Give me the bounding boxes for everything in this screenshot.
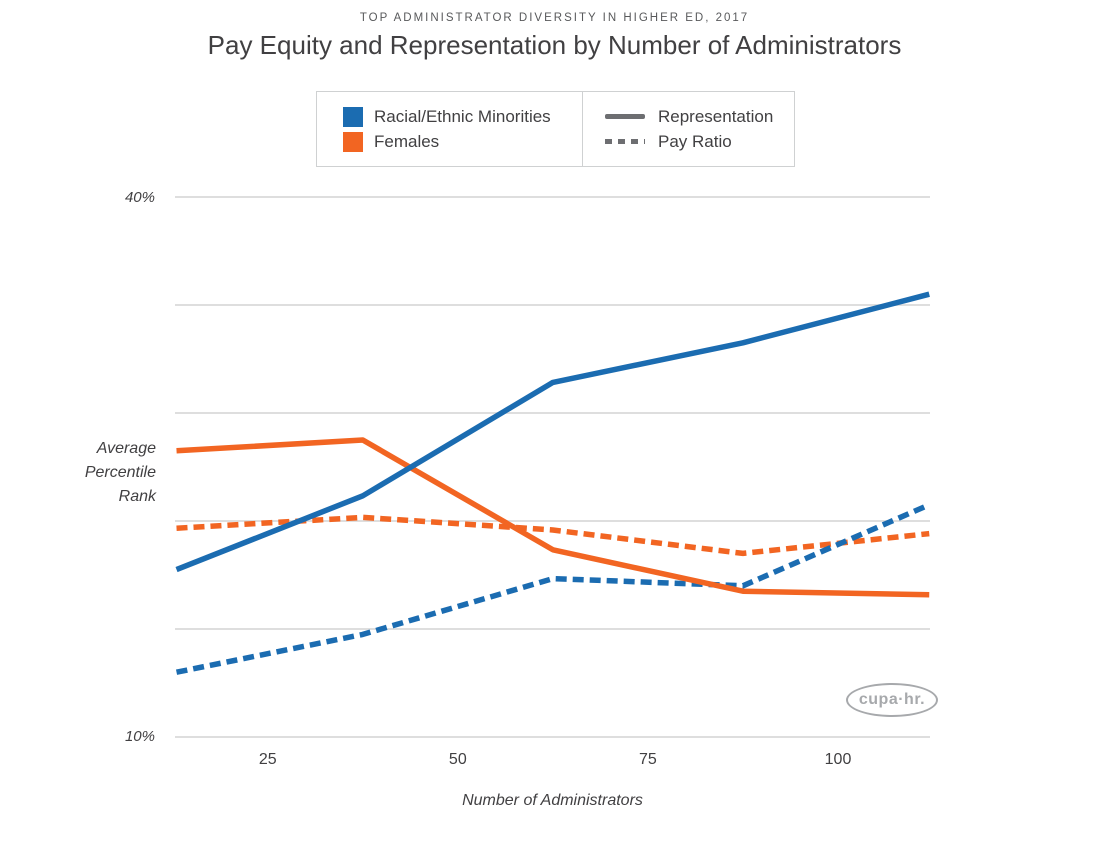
y-axis-max-label: 40% xyxy=(124,189,155,206)
legend-item-label: Racial/Ethnic Minorities xyxy=(374,106,551,126)
x-tick-label: 25 xyxy=(258,751,277,768)
x-tick-label: 100 xyxy=(824,751,852,768)
x-axis-title: Number of Administrators xyxy=(462,792,643,809)
x-tick-label: 75 xyxy=(639,751,657,768)
y-axis-title-line: Rank xyxy=(118,488,156,505)
legend-item-label: Pay Ratio xyxy=(658,131,732,151)
y-axis-min-label: 10% xyxy=(124,728,155,745)
females-representation-line xyxy=(177,440,930,595)
y-axis-title xyxy=(48,437,156,509)
cupa-hr-logo xyxy=(846,683,938,717)
y-axis-title-line: Percentile xyxy=(84,464,156,481)
legend-item-label: Females xyxy=(374,131,440,151)
x-tick-label: 50 xyxy=(448,751,467,768)
chart-kicker: TOP ADMINISTRATOR DIVERSITY IN HIGHER ED, 2017 xyxy=(359,12,750,24)
y-axis-title-line: Average xyxy=(96,440,156,457)
cupa-hr-logo-text: cupa·hr. xyxy=(858,691,926,708)
page-title: Pay Equity and Representation by Number of Administrators xyxy=(207,30,902,60)
legend-item-label: Representation xyxy=(658,106,774,126)
